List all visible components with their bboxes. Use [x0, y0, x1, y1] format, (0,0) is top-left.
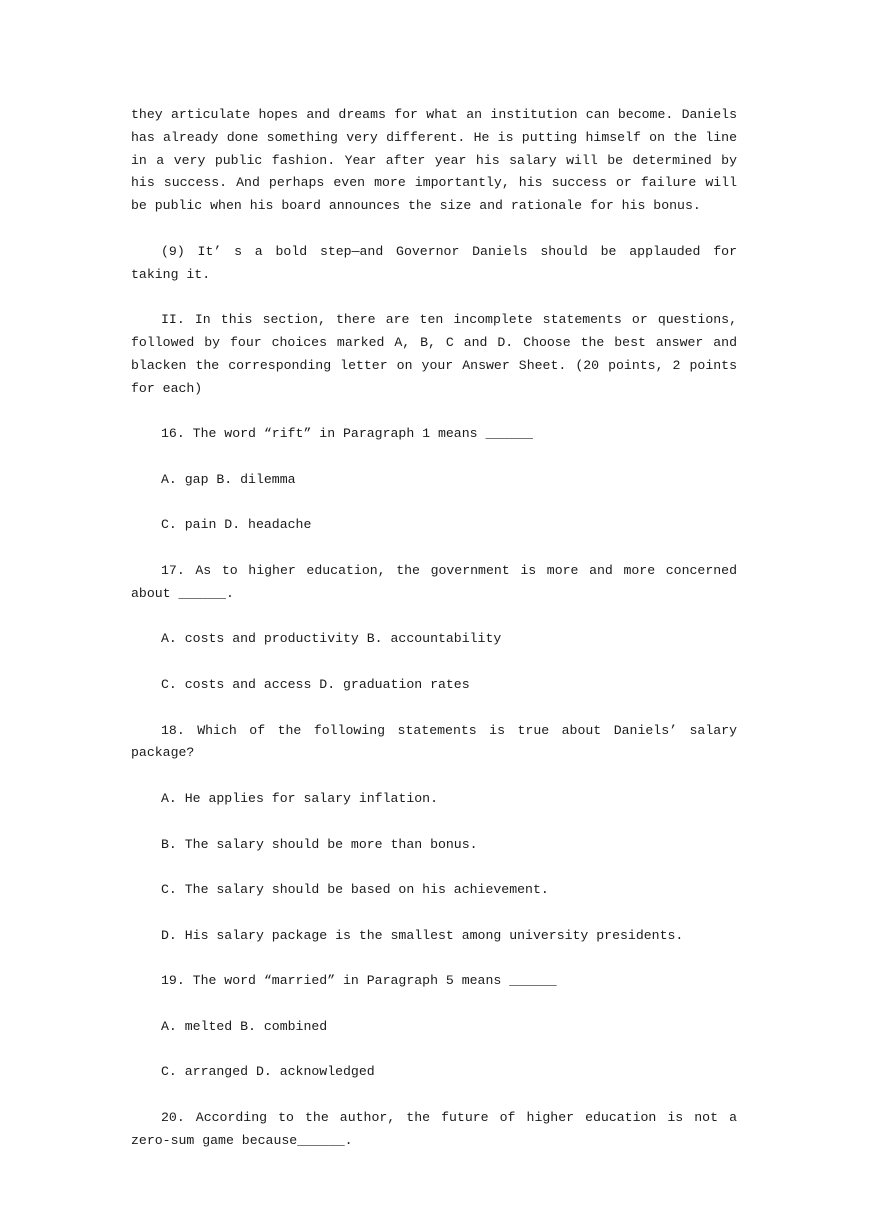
question-16-option-line: A. gap B. dilemma [161, 471, 296, 487]
passage-paragraph-9: (9) It’ s a bold step—and Governor Daniels should be applauded for taking it. [131, 243, 737, 282]
question-19-option-line: A. melted B. combined [161, 1018, 328, 1034]
question-16-stem: 16. The word “rift” in Paragraph 1 means ______ [161, 426, 533, 442]
question-18-option-a: A. He applies for salary inflation. [161, 790, 438, 806]
question-18-stem: 18. Which of the following statements is true about Daniels’ salary package? [131, 722, 737, 761]
question-18-option-b: B. The salary should be more than bonus. [161, 836, 478, 852]
question-16-option-line: C. pain D. headache [161, 517, 312, 533]
question-20-stem: 20. According to the author, the future of higher education is not a zero-sum game because______. [131, 1110, 737, 1148]
section-instructions: II. In this section, there are ten incomplete statements or questions, followed by four choices marked A, B, C and D. Choose the best answer and blacken the corresponding letter on your Answer Sheet. (20 points, 2 points for each) [131, 312, 737, 396]
question-19-option-line: C. arranged D. acknowledged [161, 1064, 375, 1080]
question-17-option-line: A. costs and productivity B. accountability [161, 631, 502, 647]
document-page [131, 104, 737, 1153]
question-18-option-c: C. The salary should be based on his achievement. [161, 882, 549, 898]
question-17-option-line: C. costs and access D. graduation rates [161, 676, 470, 692]
question-17-stem: 17. As to higher education, the government is more and more concerned about ______. [131, 562, 737, 601]
question-19-stem: 19. The word “married” in Paragraph 5 means ______ [161, 973, 557, 989]
passage-paragraph: they articulate hopes and dreams for what an institution can become. Daniels has already done something very different. He is putting himself on the line in a very public fashion. Year after year his salary will be determined by his success. And perhaps even more importantly, his success or failure will be public when his board announces the size and rationale for his bonus. [131, 107, 737, 214]
question-18-option-d: D. His salary package is the smallest among university presidents. [161, 927, 684, 943]
